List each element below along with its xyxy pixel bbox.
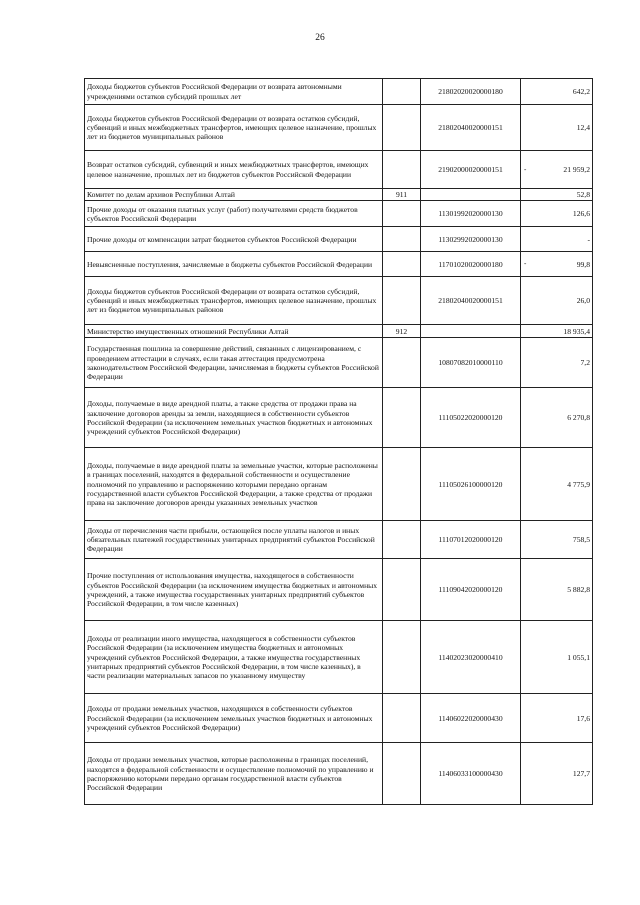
row-description: Доходы бюджетов субъектов Российской Федерации от возврата остатков субсидий, субвенций и иных межбюджетных трансфертов, имеющих целевое назначение, прошлых лет из бюджетов муниципальных районов <box>85 277 383 325</box>
row-amount-value: 6 270,8 <box>567 413 590 423</box>
row-description: Доходы от перечисления части прибыли, остающейся после уплаты налогов и иных обязательных платежей государственных унитарных предприятий субъектов Российской Федерации <box>85 521 383 559</box>
row-budget-code: 21802040020000151 <box>421 277 521 325</box>
row-admin-code <box>383 79 421 105</box>
row-amount-value: 18 935,4 <box>563 326 590 336</box>
row-amount-value: 7,2 <box>580 358 590 368</box>
row-amount <box>521 79 593 105</box>
table-row <box>85 201 593 227</box>
row-amount-value: 26,0 <box>576 296 590 306</box>
revenue-table <box>84 78 593 805</box>
row-budget-code <box>421 189 521 201</box>
row-admin-code <box>383 338 421 388</box>
row-admin-code <box>383 448 421 521</box>
row-admin-code <box>383 388 421 448</box>
row-description: Невыясненные поступления, зачисляемые в бюджеты субъектов Российской Федерации <box>85 252 383 277</box>
row-admin-code <box>383 621 421 694</box>
row-amount-value: 17,6 <box>576 713 590 723</box>
row-budget-code: 11107012020000120 <box>421 521 521 559</box>
row-budget-code: 21802020020000180 <box>421 79 521 105</box>
row-amount-value: 758,5 <box>572 535 590 545</box>
row-amount <box>521 252 593 277</box>
table-row <box>85 252 593 277</box>
row-budget-code <box>421 325 521 338</box>
row-admin-code <box>383 201 421 227</box>
row-description: Доходы бюджетов субъектов Российской Федерации от возврата автономными учреждениями остатков субсидий прошлых лет <box>85 79 383 105</box>
row-amount-value: 126,6 <box>572 209 590 219</box>
row-admin-code <box>383 227 421 252</box>
row-amount <box>521 448 593 521</box>
row-budget-code: 10807082010000110 <box>421 338 521 388</box>
row-mark: - <box>524 259 527 268</box>
row-budget-code: 11105022020000120 <box>421 388 521 448</box>
row-description: Доходы от реализации иного имущества, находящегося в собственности субъектов Российской Федерации (за исключением имущества бюджетных и автономных учреждений субъектов Российской Федерации, а также имущества государственных унитарных предприятий субъектов Российской Федерации, в том числе казенных), в части реализации материальных запасов по указанному имуществу <box>85 621 383 694</box>
row-description: Доходы бюджетов субъектов Российской Федерации от возврата остатков субсидий, субвенций и иных межбюджетных трансфертов, имеющих целевое назначение, прошлых лет из бюджетов муниципальных районов <box>85 105 383 151</box>
row-amount-value: 52,8 <box>576 190 590 199</box>
row-description: Доходы от продажи земельных участков, которые расположены в границах поселений, находятся в федеральной собственности и осуществление полномочий по управлению и распоряжению которыми передано органам государственной власти субъектов Российской Федерации <box>85 743 383 805</box>
table-row <box>85 325 593 338</box>
row-amount <box>521 621 593 694</box>
row-amount-value: 5 882,8 <box>567 585 590 595</box>
row-amount <box>521 105 593 151</box>
row-amount <box>521 521 593 559</box>
table-row <box>85 277 593 325</box>
row-budget-code: 11109042020000120 <box>421 559 521 621</box>
row-description: Прочие доходы от компенсации затрат бюджетов субъектов Российской Федерации <box>85 227 383 252</box>
table-row <box>85 338 593 388</box>
row-budget-code: 11302992020000130 <box>421 227 521 252</box>
row-amount-value: 4 775,9 <box>567 479 590 489</box>
row-amount-value: 99,8 <box>576 259 590 269</box>
row-amount <box>521 388 593 448</box>
row-amount <box>521 277 593 325</box>
row-amount-value: 1 055,1 <box>567 652 590 662</box>
row-amount <box>521 201 593 227</box>
table-row <box>85 743 593 805</box>
row-admin-code: 912 <box>383 325 421 338</box>
table-row <box>85 694 593 743</box>
row-description: Министерство имущественных отношений Республики Алтай <box>85 325 383 338</box>
row-admin-code <box>383 151 421 189</box>
row-description: Прочие доходы от оказания платных услуг (работ) получателями средств бюджетов субъектов Российской Федерации <box>85 201 383 227</box>
row-description: Комитет по делам архивов Республики Алтай <box>85 189 383 201</box>
row-amount-value: 21 959,2 <box>563 164 590 174</box>
row-budget-code: 21802040020000151 <box>421 105 521 151</box>
row-amount-value: 642,2 <box>572 86 590 96</box>
row-description: Доходы от продажи земельных участков, находящихся в собственности субъектов Российской Федерации (за исключением земельных участков бюджетных и автономных учреждений субъектов Российской Федерации) <box>85 694 383 743</box>
row-amount-value: - <box>587 234 590 244</box>
row-amount <box>521 559 593 621</box>
row-description: Доходы, получаемые в виде арендной платы, а также средства от продажи права на заключение договоров аренды за земли, находящиеся в собственности субъектов Российской Федерации (за исключением земельных участков бюджетных и автономных учреждений субъектов Российской Федерации) <box>85 388 383 448</box>
table-row <box>85 189 593 201</box>
row-budget-code: 11105026100000120 <box>421 448 521 521</box>
row-admin-code <box>383 252 421 277</box>
row-amount <box>521 325 593 338</box>
table-row <box>85 227 593 252</box>
row-budget-code: 11406022020000430 <box>421 694 521 743</box>
row-description: Прочие поступления от использования имущества, находящегося в собственности субъектов Российской Федерации (за исключением имущества бюджетных и автономных учреждений, а также имущества государственных унитарных предприятий субъектов Российской Федерации, в том числе казенных) <box>85 559 383 621</box>
row-amount <box>521 189 593 201</box>
row-amount-value: 127,7 <box>572 769 590 779</box>
row-description: Доходы, получаемые в виде арендной платы за земельные участки, которые расположены в границах поселений, находятся в федеральной собственности и осуществление полномочий по управлению и распоряжению которыми передано органам государственной власти субъектов Российской Федерации, а также средства от продажи права на заключение договоров аренды указанных земельных участков <box>85 448 383 521</box>
row-budget-code: 11301992020000130 <box>421 201 521 227</box>
table-row <box>85 521 593 559</box>
row-description: Государственная пошлина за совершение действий, связанных с лицензированием, с проведением аттестации в случаях, если такая аттестация предусмотрена законодательством Российской Федерации, зачисляемая в бюджеты субъектов Российской Федерации <box>85 338 383 388</box>
row-admin-code <box>383 277 421 325</box>
row-amount <box>521 151 593 189</box>
row-budget-code: 11402023020000410 <box>421 621 521 694</box>
row-admin-code <box>383 521 421 559</box>
row-budget-code: 11701020020000180 <box>421 252 521 277</box>
table-row <box>85 151 593 189</box>
row-description: Возврат остатков субсидий, субвенций и иных межбюджетных трансфертов, имеющих целевое назначение, прошлых лет из бюджетов субъектов Российской Федерации <box>85 151 383 189</box>
row-amount <box>521 227 593 252</box>
row-amount <box>521 743 593 805</box>
page-number: 26 <box>315 33 325 43</box>
table-row <box>85 621 593 694</box>
row-amount <box>521 338 593 388</box>
row-budget-code: 11406033100000430 <box>421 743 521 805</box>
table-row <box>85 388 593 448</box>
table-row <box>85 79 593 105</box>
row-amount <box>521 694 593 743</box>
row-admin-code <box>383 743 421 805</box>
revenue-table-body <box>85 79 593 805</box>
row-mark: - <box>524 164 527 173</box>
table-row <box>85 559 593 621</box>
table-row <box>85 448 593 521</box>
row-admin-code <box>383 559 421 621</box>
row-admin-code: 911 <box>383 189 421 201</box>
row-admin-code <box>383 694 421 743</box>
row-amount-value: 12,4 <box>576 122 590 132</box>
row-admin-code <box>383 105 421 151</box>
row-budget-code: 21902000020000151 <box>421 151 521 189</box>
table-row <box>85 105 593 151</box>
